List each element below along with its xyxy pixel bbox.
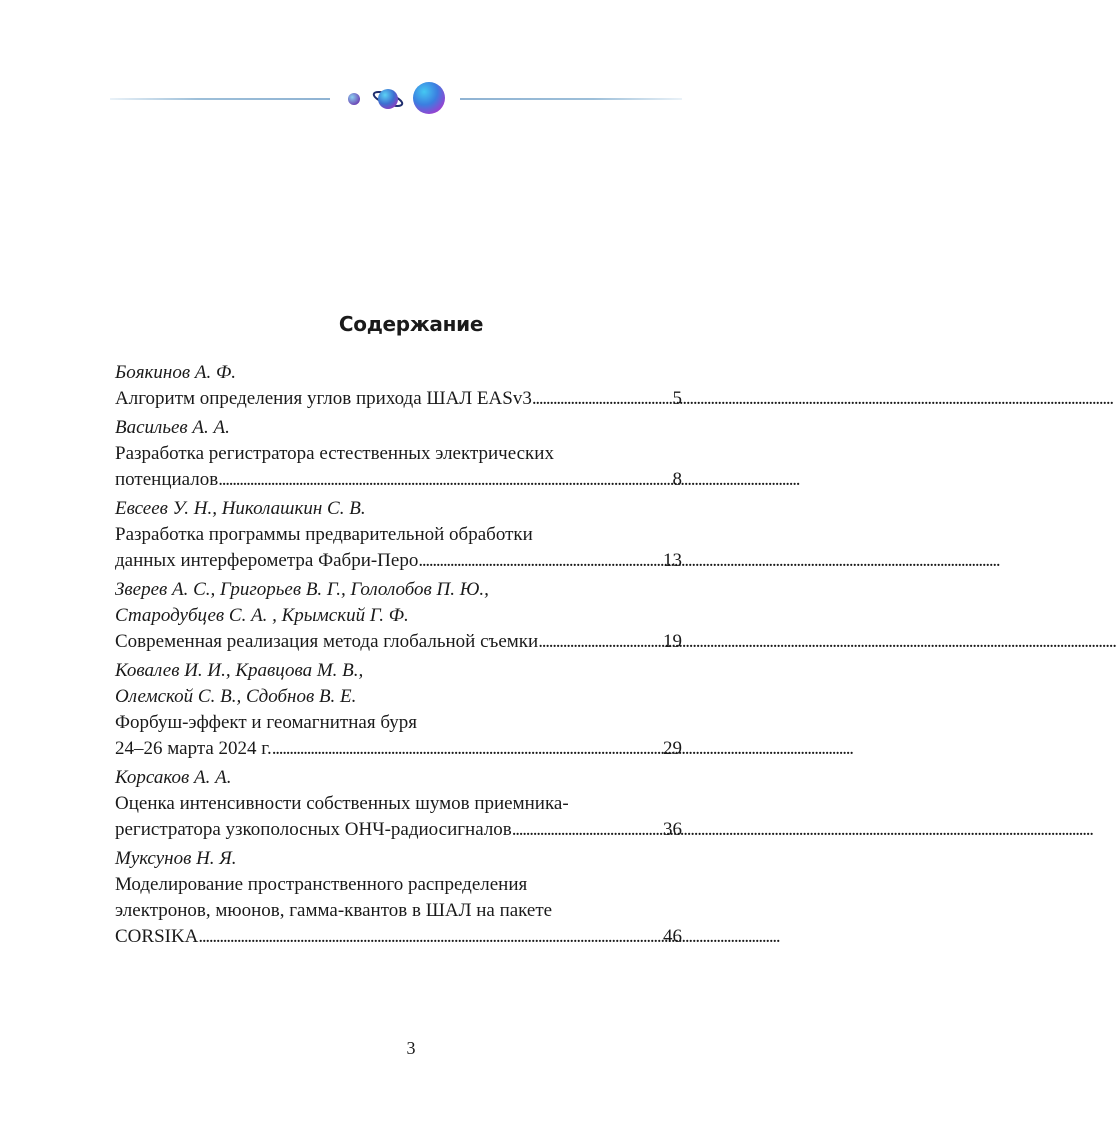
toc-entry-title: Форбуш-эффект и геомагнитная буря: [115, 712, 417, 733]
toc-entry-line: [115, 817, 682, 843]
toc-entry[interactable]: [115, 496, 682, 574]
toc-entry-authors: Стародубцев С. А. , Крымский Г. Ф.: [115, 605, 409, 626]
dot-leader: [532, 386, 668, 412]
toc-entry[interactable]: [115, 846, 682, 950]
toc-entry[interactable]: [115, 658, 682, 762]
toc-entry-authors: Бoякинов А. Ф.: [115, 362, 236, 383]
toc-entry[interactable]: [115, 415, 682, 493]
toc-entry-authors: Корсаков А. А.: [115, 767, 232, 788]
ornament-line-right: [460, 98, 682, 100]
dot-leader: [418, 548, 658, 574]
toc-entry[interactable]: [115, 577, 682, 655]
toc-entry-page: 36: [663, 819, 682, 840]
toc-entry-title: Моделирование пространственного распределения: [115, 874, 528, 895]
toc-entry-page: 46: [663, 926, 682, 947]
dot-leader: [198, 924, 658, 950]
toc-entry-authors: Муксунов Н. Я.: [115, 848, 237, 869]
toc-entry-title: потенциалов: [115, 469, 219, 490]
toc-entry-line: [115, 548, 682, 574]
toc-entry-title: данных интерферометра Фабри-Перо: [115, 550, 419, 571]
toc-entry-title: регистратора узкополосных ОНЧ-радиосигналов: [115, 819, 512, 840]
toc-entry-authors: Зверев А. С., Григорьев В. Г., Гололобов П. Ю.,: [115, 579, 489, 600]
toc-entry-authors: Васильев А. А.: [115, 417, 230, 438]
toc-entry[interactable]: [115, 765, 682, 843]
toc-entry-authors: Олемской С. В., Сдобнов В. Е.: [115, 686, 357, 707]
toc-entry-title: Разработка программы предварительной обработки: [115, 524, 533, 545]
toc-entry-title: Алгоритм определения углов прихода ШАЛ EASv3: [115, 388, 532, 409]
dot-leader: [218, 467, 667, 493]
toc-entry-page: 19: [663, 631, 682, 652]
toc-entry-title: Современная реализация метода глобальной съемки: [115, 631, 539, 652]
toc-entry-title: Оценка интенсивности собственных шумов приемника-: [115, 793, 569, 814]
toc-entry-authors: Ковалев И. И., Кравцова М. В.,: [115, 660, 364, 681]
page-number: 3: [406, 1038, 416, 1058]
toc-entry-line: [115, 629, 682, 655]
table-of-contents: [115, 360, 682, 953]
dot-leader: [272, 736, 658, 762]
toc-entry-line: [115, 736, 682, 762]
page-title: Содержание: [338, 312, 484, 336]
toc-entry-page: 13: [663, 550, 682, 571]
toc-entry-title: 24–26 марта 2024 г.: [115, 738, 272, 759]
toc-entry-page: 29: [663, 738, 682, 759]
planets-icon: [340, 78, 450, 120]
header-ornament: [0, 0, 822, 130]
ornament-line-left: [110, 98, 330, 100]
toc-entry-line: [115, 386, 682, 412]
toc-entry-title: электронов, мюонов, гамма-квантов в ШАЛ на пакете: [115, 900, 553, 921]
dot-leader: [538, 629, 658, 655]
toc-entry-authors: Евсеев У. Н., Николашкин С. В.: [115, 498, 366, 519]
toc-entry[interactable]: [115, 360, 682, 412]
dot-leader: [512, 817, 658, 843]
toc-entry-page: 8: [672, 469, 682, 490]
toc-entry-line: [115, 924, 682, 950]
toc-entry-page: 5: [672, 388, 682, 409]
toc-entry-title: Разработка регистратора естественных электрических: [115, 443, 554, 464]
toc-entry-line: [115, 467, 682, 493]
toc-entry-title: CORSIKA: [115, 926, 199, 947]
